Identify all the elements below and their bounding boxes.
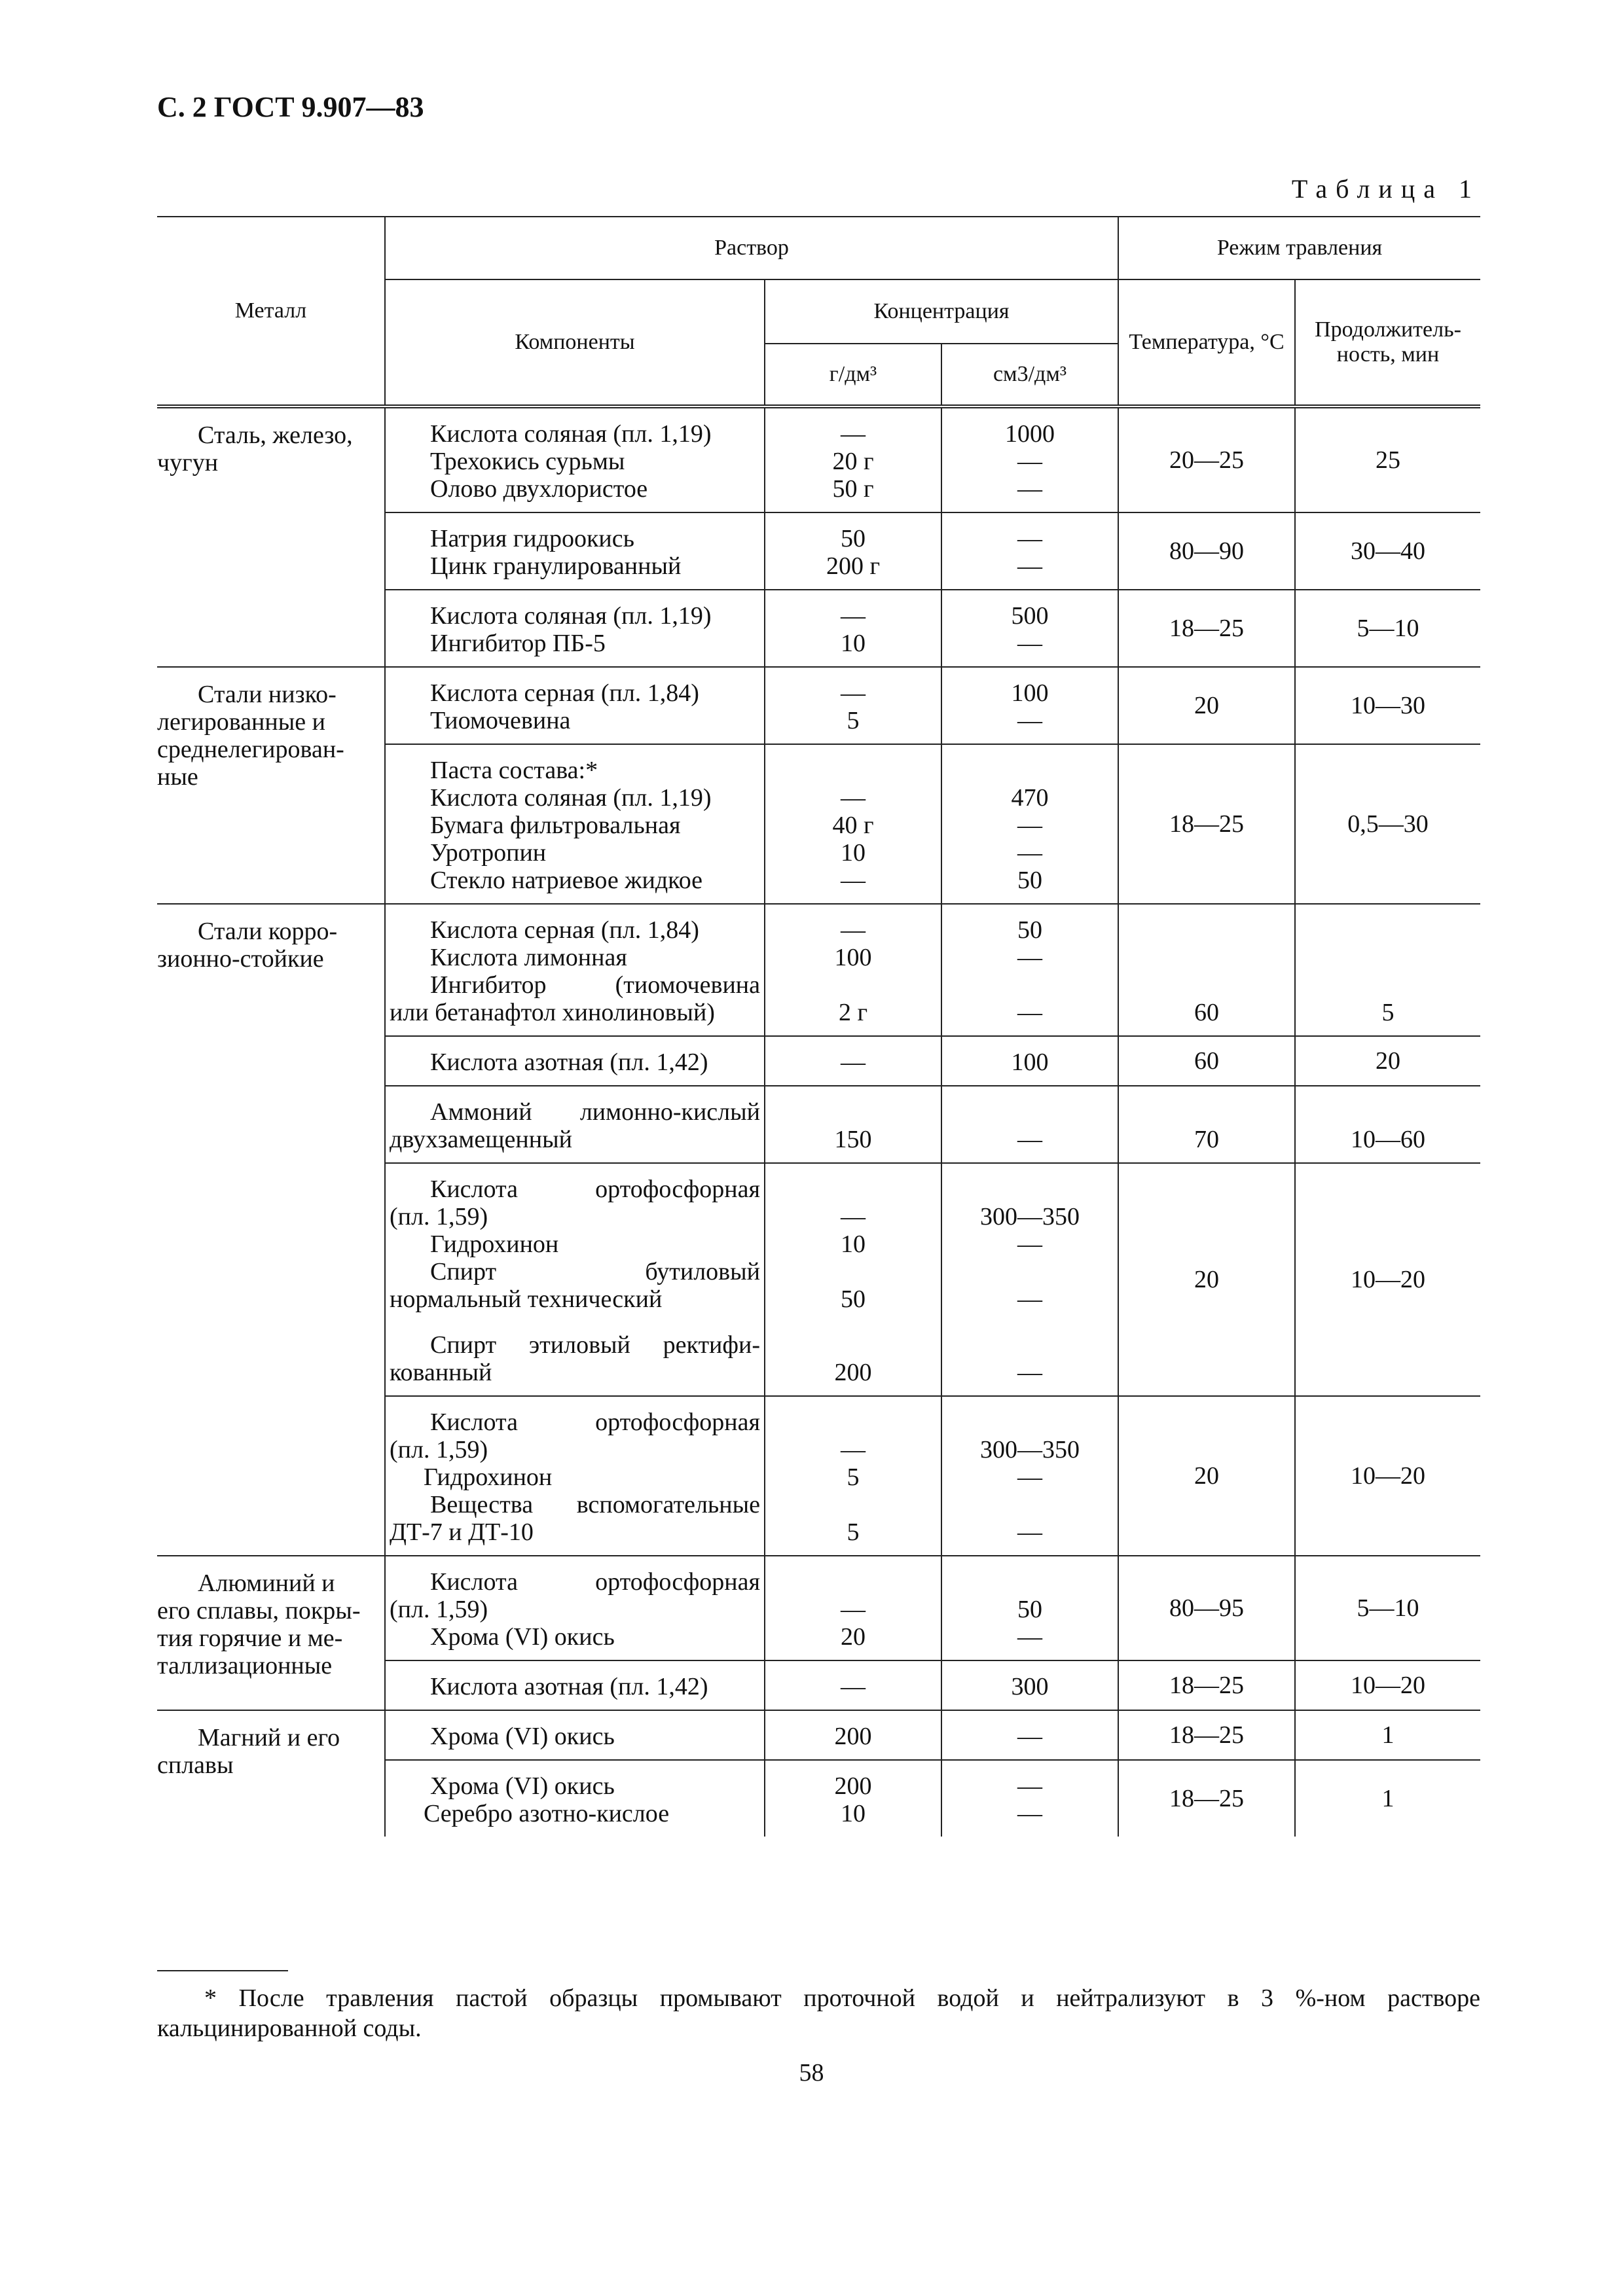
cell-cm3-dm3: [941, 1660, 1118, 1710]
value-line: 10: [841, 1800, 866, 1827]
cell-components: [385, 904, 765, 1036]
value-line: 10: [841, 839, 866, 867]
cell-cm3-dm3: [941, 1556, 1118, 1660]
value-line: [942, 1568, 1118, 1596]
cell-temperature: 18—25: [1118, 1660, 1295, 1710]
cell-temperature: 20—25: [1118, 406, 1295, 512]
value-line: 300—350: [980, 1436, 1080, 1463]
component-line: Кислота соляная (пл. 1,19): [430, 420, 712, 448]
cell-cm3-dm3: [941, 1163, 1118, 1396]
cell-duration: 10—20: [1295, 1396, 1480, 1556]
value-line: —: [841, 679, 866, 707]
component-line: Серебро азотно-кислое: [424, 1800, 670, 1827]
cell-cm3-dm3: [941, 406, 1118, 512]
value-line: [765, 1408, 941, 1436]
cell-metal: [157, 406, 385, 667]
value-line: —: [841, 784, 866, 812]
component-line: или бетанафтол хинолиновый): [390, 999, 715, 1026]
component-line: Гидрохинон: [424, 1463, 553, 1491]
table-row: [157, 904, 1480, 1036]
metal-line: Стали корро-: [198, 918, 338, 945]
cell-temperature: 60: [1118, 904, 1295, 1036]
value-line: [942, 1331, 1118, 1359]
value-line: 50: [1017, 867, 1042, 894]
value-line: [942, 1098, 1118, 1126]
value-line: 10: [841, 1230, 866, 1258]
cell-cm3-dm3: [941, 1086, 1118, 1163]
value-line: —: [1017, 1772, 1042, 1800]
page-number: 58: [799, 2059, 824, 2087]
component-line: нормальный технический: [390, 1285, 663, 1313]
cell-duration: 10—30: [1295, 667, 1480, 744]
value-line: 5: [847, 707, 860, 734]
cell-g-dm3: [765, 904, 941, 1036]
value-line: 50: [1017, 1596, 1042, 1623]
metal-line: Алюминий и: [198, 1570, 335, 1597]
metal-line: ные: [157, 763, 198, 791]
cell-g-dm3: [765, 1036, 941, 1086]
cell-g-dm3: [765, 1710, 941, 1760]
component-line: Кислота серная (пл. 1,84): [430, 679, 699, 707]
value-line: —: [1017, 1463, 1042, 1491]
value-line: [942, 1408, 1118, 1436]
component-line: Хрома (VI) окись: [430, 1772, 615, 1800]
component-line: (пл. 1,59): [390, 1436, 488, 1463]
metal-line: чугун: [157, 449, 219, 476]
value-line: —: [841, 1673, 866, 1700]
component-line: кованный: [390, 1359, 492, 1386]
value-line: —: [1017, 525, 1042, 552]
value-line: [765, 1491, 941, 1518]
value-line: —: [841, 1436, 866, 1463]
value-line: 20 г: [832, 448, 874, 475]
component-line: Трехокись сурьмы: [430, 448, 625, 475]
cell-components: [385, 512, 765, 590]
cell-components: [385, 1760, 765, 1837]
table-row: [157, 406, 1480, 512]
value-line: 200: [834, 1772, 872, 1800]
cell-temperature: 80—90: [1118, 512, 1295, 590]
value-line: —: [1017, 552, 1042, 580]
value-line: [942, 971, 1118, 999]
value-line: 200: [834, 1723, 872, 1750]
header-mode: Режим травления: [1118, 217, 1480, 279]
value-line: —: [841, 1049, 866, 1076]
value-line: 300—350: [980, 1203, 1080, 1230]
cell-cm3-dm3: [941, 667, 1118, 744]
cell-metal: [157, 1710, 385, 1837]
cell-cm3-dm3: [941, 590, 1118, 667]
value-line: —: [1017, 475, 1042, 503]
metal-line: тия горячие и ме-: [157, 1624, 343, 1652]
cell-duration: 10—60: [1295, 1086, 1480, 1163]
value-line: 50: [1017, 916, 1042, 944]
page-header: С. 2 ГОСТ 9.907—83: [157, 91, 424, 123]
component-line: Кислота азотная (пл. 1,42): [430, 1049, 708, 1076]
cell-components: [385, 1163, 765, 1396]
cell-g-dm3: [765, 406, 941, 512]
value-line: [765, 1568, 941, 1596]
component-line: Кислота серная (пл. 1,84): [430, 916, 699, 944]
cell-cm3-dm3: [941, 512, 1118, 590]
cell-temperature: 18—25: [1118, 1760, 1295, 1837]
cell-duration: 20: [1295, 1036, 1480, 1086]
component-line: Спирт бутиловый: [430, 1258, 760, 1285]
cell-g-dm3: [765, 1556, 941, 1660]
cell-components: [385, 1086, 765, 1163]
cell-g-dm3: [765, 1396, 941, 1556]
cell-components: [385, 406, 765, 512]
cell-duration: 30—40: [1295, 512, 1480, 590]
component-line: Уротропин: [430, 839, 547, 867]
component-line: Кислота ортофосфорная: [430, 1568, 760, 1596]
component-line: Кислота лимонная: [430, 944, 627, 971]
value-line: 100: [1011, 1049, 1049, 1076]
value-line: —: [841, 1596, 866, 1623]
component-line: Хрома (VI) окись: [430, 1623, 615, 1651]
cell-metal: [157, 1556, 385, 1710]
value-line: [942, 1175, 1118, 1203]
cell-duration: 0,5—30: [1295, 744, 1480, 904]
component-line: Аммоний лимонно-кислый: [430, 1098, 760, 1126]
component-line: Кислота соляная (пл. 1,19): [430, 784, 712, 812]
cell-temperature: 20: [1118, 1163, 1295, 1396]
cell-g-dm3: [765, 1086, 941, 1163]
header-concentration: Концентрация: [765, 279, 1118, 344]
component-line: Ингибитор ПБ-5: [430, 630, 606, 657]
metal-line: Стали низко-: [198, 681, 337, 708]
value-line: 200: [834, 1359, 872, 1386]
cell-temperature: 80—95: [1118, 1556, 1295, 1660]
cell-duration: 5: [1295, 904, 1480, 1036]
cell-metal: [157, 667, 385, 904]
value-line: 50: [841, 1285, 866, 1313]
header-components: Компоненты: [385, 279, 765, 406]
cell-components: [385, 744, 765, 904]
value-line: —: [841, 420, 866, 448]
cell-temperature: 70: [1118, 1086, 1295, 1163]
value-line: [765, 1175, 941, 1203]
value-line: [765, 1098, 941, 1126]
cell-components: [385, 667, 765, 744]
value-line: —: [1017, 448, 1042, 475]
value-line: —: [1017, 1623, 1042, 1651]
cell-components: [385, 1396, 765, 1556]
cell-components: [385, 1710, 765, 1760]
metal-line: его сплавы, покры-: [157, 1597, 361, 1624]
table-caption: Таблица 1: [1291, 174, 1480, 204]
footnote: * После травления пастой образцы промывают проточной водой и нейтрализуют в 3 %-ном растворе кальцинированной соды.: [157, 1984, 1480, 2042]
value-line: 100: [1011, 679, 1049, 707]
component-line: Бумага фильтровальная: [430, 812, 681, 839]
metal-line: Сталь, железо,: [198, 422, 353, 449]
component-line: Вещества вспомогательные: [430, 1491, 760, 1518]
value-line: 50: [841, 525, 866, 552]
value-line: 50 г: [832, 475, 874, 503]
header-metal: Металл: [157, 217, 385, 406]
value-line: —: [1017, 1126, 1042, 1153]
header-g-dm3: г/дм³: [765, 344, 941, 406]
component-line: Тиомочевина: [430, 707, 571, 734]
cell-temperature: 18—25: [1118, 1710, 1295, 1760]
table-row: [157, 1556, 1480, 1660]
header-solution: Раствор: [385, 217, 1118, 279]
cell-g-dm3: [765, 744, 941, 904]
table-row: [157, 667, 1480, 744]
value-line: —: [1017, 630, 1042, 657]
cell-cm3-dm3: [941, 904, 1118, 1036]
value-line: 300: [1011, 1673, 1049, 1700]
cell-components: [385, 1660, 765, 1710]
cell-duration: 25: [1295, 406, 1480, 512]
value-line: —: [841, 1203, 866, 1230]
cell-metal: [157, 904, 385, 1556]
value-line: —: [1017, 1230, 1042, 1258]
cell-temperature: 60: [1118, 1036, 1295, 1086]
cell-components: [385, 590, 765, 667]
component-line: Хрома (VI) окись: [430, 1723, 615, 1750]
cell-temperature: 20: [1118, 1396, 1295, 1556]
value-line: —: [1017, 1518, 1042, 1546]
component-line: Кислота ортофосфорная: [430, 1408, 760, 1436]
cell-cm3-dm3: [941, 1710, 1118, 1760]
cell-g-dm3: [765, 667, 941, 744]
value-line: [942, 1313, 1118, 1331]
value-line: 1000: [1005, 420, 1055, 448]
value-line: 5: [847, 1518, 860, 1546]
value-line: —: [1017, 812, 1042, 839]
cell-g-dm3: [765, 590, 941, 667]
value-line: 470: [1011, 784, 1049, 812]
cell-duration: 5—10: [1295, 590, 1480, 667]
cell-duration: 1: [1295, 1760, 1480, 1837]
cell-duration: 10—20: [1295, 1163, 1480, 1396]
cell-g-dm3: [765, 1660, 941, 1710]
value-line: 100: [834, 944, 872, 971]
value-line: —: [1017, 1800, 1042, 1827]
value-line: 200 г: [826, 552, 881, 580]
value-line: [765, 971, 941, 999]
cell-components: [385, 1036, 765, 1086]
value-line: 20: [841, 1623, 866, 1651]
cell-duration: 10—20: [1295, 1660, 1480, 1710]
component-line: Олово двухлористое: [430, 475, 648, 503]
value-line: —: [841, 602, 866, 630]
value-line: 150: [834, 1126, 872, 1153]
cell-duration: 1: [1295, 1710, 1480, 1760]
header-duration: Продолжитель-ность, мин: [1295, 279, 1480, 406]
component-line: Паста состава:*: [430, 757, 598, 784]
metal-line: Магний и его: [198, 1724, 340, 1751]
component-line: [390, 1313, 760, 1331]
value-line: 5: [847, 1463, 860, 1491]
cell-g-dm3: [765, 512, 941, 590]
value-line: —: [1017, 1723, 1042, 1750]
table-row: [157, 1710, 1480, 1760]
metal-line: сплавы: [157, 1751, 234, 1779]
cell-temperature: 18—25: [1118, 744, 1295, 904]
component-line: Кислота ортофосфорная: [430, 1175, 760, 1203]
value-line: —: [1017, 707, 1042, 734]
header-cm3-dm3: см3/дм³: [941, 344, 1118, 406]
component-line: Кислота азотная (пл. 1,42): [430, 1673, 708, 1700]
value-line: —: [841, 916, 866, 944]
value-line: [765, 1331, 941, 1359]
value-line: 2 г: [838, 999, 868, 1026]
metal-line: зионно-стойкие: [157, 945, 324, 973]
component-line: Гидрохинон: [430, 1230, 559, 1258]
component-line: (пл. 1,59): [390, 1596, 488, 1623]
component-line: Кислота соляная (пл. 1,19): [430, 602, 712, 630]
cell-cm3-dm3: [941, 1396, 1118, 1556]
value-line: —: [1017, 1285, 1042, 1313]
cell-cm3-dm3: [941, 1760, 1118, 1837]
value-line: [765, 1313, 941, 1331]
value-line: —: [841, 867, 866, 894]
cell-temperature: 18—25: [1118, 590, 1295, 667]
value-line: 500: [1011, 602, 1049, 630]
component-line: ДТ-7 и ДТ-10: [390, 1518, 534, 1546]
cell-components: [385, 1556, 765, 1660]
metal-line: таллизационные: [157, 1652, 333, 1679]
cell-cm3-dm3: [941, 1036, 1118, 1086]
component-line: двухзамещенный: [390, 1126, 572, 1153]
component-line: Цинк гранулированный: [430, 552, 682, 580]
metal-line: легированные и: [157, 708, 325, 736]
value-line: 40 г: [832, 812, 874, 839]
value-line: —: [1017, 839, 1042, 867]
component-line: Спирт этиловый ректифи-: [430, 1331, 760, 1359]
component-line: Натрия гидроокись: [430, 525, 634, 552]
value-line: [942, 757, 1118, 784]
component-line: Стекло натриевое жидкое: [430, 867, 703, 894]
metal-line: среднелегирован-: [157, 736, 344, 763]
value-line: —: [1017, 999, 1042, 1026]
value-line: [765, 1258, 941, 1285]
component-line: Ингибитор (тиомочевина: [430, 971, 760, 999]
value-line: [942, 1258, 1118, 1285]
value-line: 10: [841, 630, 866, 657]
header-temperature: Температура, °С: [1118, 279, 1295, 406]
value-line: —: [1017, 1359, 1042, 1386]
value-line: [765, 757, 941, 784]
etching-table: [157, 216, 1480, 1837]
component-line: (пл. 1,59): [390, 1203, 488, 1230]
cell-g-dm3: [765, 1760, 941, 1837]
cell-cm3-dm3: [941, 744, 1118, 904]
cell-g-dm3: [765, 1163, 941, 1396]
value-line: [942, 1491, 1118, 1518]
value-line: —: [1017, 944, 1042, 971]
cell-temperature: 20: [1118, 667, 1295, 744]
cell-duration: 5—10: [1295, 1556, 1480, 1660]
footnote-rule: [157, 1970, 288, 1971]
